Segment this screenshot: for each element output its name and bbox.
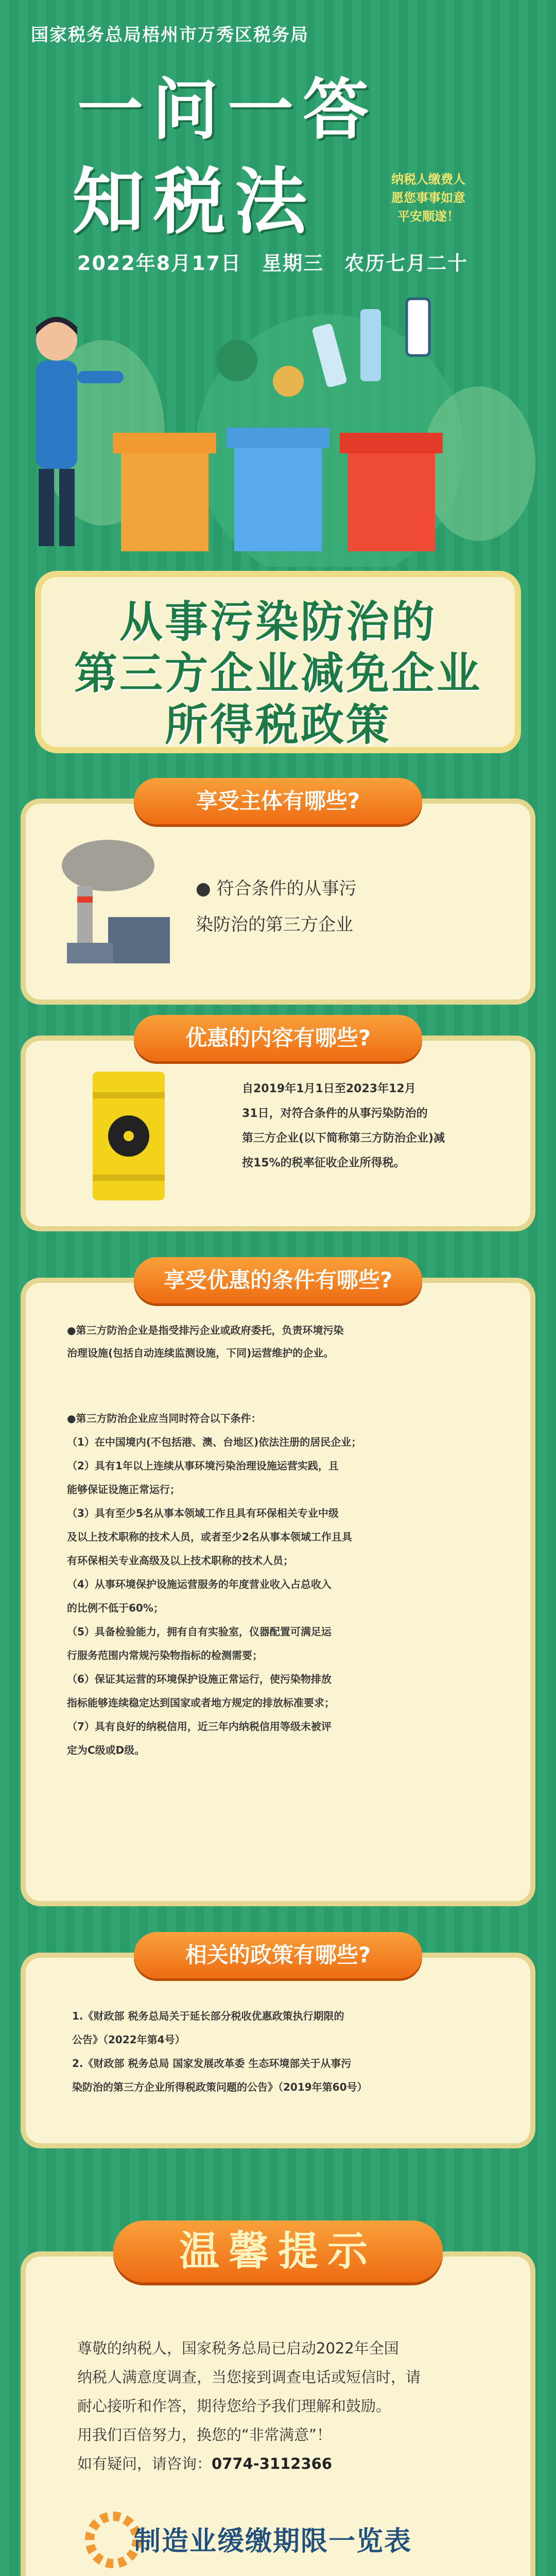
policy-title-line: 从事污染防治的 — [119, 597, 437, 647]
conditions-list — [67, 1406, 489, 1762]
condition-line: （3）具有至少5名从事本领域工作且具有环保相关专业中级 — [67, 1507, 339, 1519]
text-line: 纳税人满意度调查，当您接到调查电话或短信时，请 — [77, 2368, 421, 2386]
condition-line: 的比例不低于60%； — [67, 1602, 164, 1614]
condition-line: （1）在中国境内(不包括港、澳、台地区)依法注册的居民企业； — [67, 1436, 362, 1448]
deferral-title: 制造业缓缴期限一览表 — [134, 2526, 412, 2557]
text-line: 按15%的税率征收企业所得税。 — [242, 1157, 405, 1170]
conditions-heading: 享受优惠的条件有哪些? — [134, 1257, 422, 1303]
conditions-card — [26, 1283, 530, 1901]
condition-line: 及以上技术职称的技术人员，或者至少2名从事本领域工作且具 — [67, 1531, 352, 1543]
text-line: 31日，对符合条件的从事污染防治的 — [242, 1107, 428, 1120]
related-line: 1.《财政部 税务总局关于延长部分税收优惠政策执行期限的 — [72, 2010, 344, 2022]
related-line: 2.《财政部 税务总局 国家发展改革委 生态环境部关于从事污 — [72, 2057, 352, 2070]
condition-line: （4）从事环境保护设施运营服务的年度营业收入占总收入 — [67, 1578, 332, 1590]
condition-line: 能够保证设施正常运行； — [67, 1483, 180, 1496]
text-line: 尊敬的纳税人，国家税务总局已启动2022年全国 — [77, 2340, 399, 2357]
text-line: 第三方企业(以下简称第三方防治企业)减 — [242, 1132, 445, 1145]
conditions-lead: ●第三方防治企业应当同时符合以下条件： — [67, 1412, 262, 1425]
slogan-line: 愿您事事如意 — [391, 191, 465, 205]
related-list — [72, 2004, 494, 2099]
text-line: 用我们百倍努力，换您的“非常满意”！ — [77, 2426, 332, 2444]
reminder-text — [77, 2334, 489, 2478]
text-line: 自2019年1月1日至2023年12月 — [242, 1082, 416, 1095]
policy-title-card — [41, 577, 515, 750]
content-heading: 优惠的内容有哪些? — [134, 1015, 422, 1061]
recycling-illustration — [0, 278, 556, 567]
text-line: ● 符合条件的从事污 — [196, 878, 357, 899]
main-title-line1: 一问一答 — [77, 72, 378, 148]
text-line: 耐心接听和作答，期待您给予我们理解和鼓励。 — [77, 2397, 391, 2415]
phone-number: 0774-3112366 — [212, 2455, 333, 2472]
factory-icon — [57, 835, 175, 969]
date-line: 2022年8月17日 星期三 农历七月二十 — [77, 252, 468, 275]
subject-card — [26, 804, 530, 999]
reminder-card — [26, 2257, 530, 2576]
slogan — [391, 170, 465, 226]
policy-title-line: 所得税政策 — [164, 700, 391, 750]
org-name: 国家税务总局梧州市万秀区税务局 — [31, 25, 309, 45]
subject-heading: 享受主体有哪些? — [134, 778, 422, 824]
condition-line: （2）具有1年以上连续从事环境污染治理设施运营实践，且 — [67, 1460, 339, 1472]
condition-line: （6）保证其运营的环境保护设施正常运行，使污染物排放 — [67, 1673, 332, 1685]
condition-line: 指标能够连续稳定达到国家或者地方规定的排放标准要求； — [67, 1697, 335, 1709]
condition-line: 行服务范围内常规污染物指标的检测需要； — [67, 1649, 263, 1662]
condition-line: （5）具备检验能力，拥有自有实验室，仪器配置可满足运 — [67, 1625, 332, 1638]
related-line: 公告》（2022年第4号） — [72, 2033, 185, 2046]
related-card — [26, 1958, 530, 2143]
text-line: 如有疑问，请咨询： — [77, 2455, 212, 2472]
content-text — [242, 1077, 445, 1176]
text-line: 治理设施(包括自动连续监测设施，下同)运营维护的企业。 — [67, 1347, 334, 1359]
condition-line: 定为C级或D级。 — [67, 1744, 145, 1756]
condition-line: 有环保相关专业高级及以上技术职称的技术人员； — [67, 1554, 293, 1567]
related-heading: 相关的政策有哪些? — [134, 1932, 422, 1978]
condition-line: （7）具有良好的纳税信用，近三年内纳税信用等级未被评 — [67, 1720, 332, 1733]
text-line: ●第三方防治企业是指受排污企业或政府委托，负责环境污染 — [67, 1324, 344, 1336]
subject-text — [196, 871, 356, 943]
main-title-line2: 知税法 — [72, 160, 317, 244]
related-line: 染防治的第三方企业所得税政策问题的公告》（2019年第60号） — [72, 2081, 368, 2093]
slogan-line: 平安顺遂！ — [397, 209, 459, 224]
reminder-title: 温馨提示 — [113, 2221, 443, 2282]
radioactive-barrel-icon — [88, 1072, 170, 1206]
conditions-intro — [67, 1319, 489, 1364]
content-card — [26, 1041, 530, 1226]
slogan-line: 纳税人缴费人 — [391, 172, 465, 187]
policy-title-line: 第三方企业减免企业 — [74, 648, 482, 699]
text-line: 染防治的第三方企业 — [196, 914, 353, 935]
